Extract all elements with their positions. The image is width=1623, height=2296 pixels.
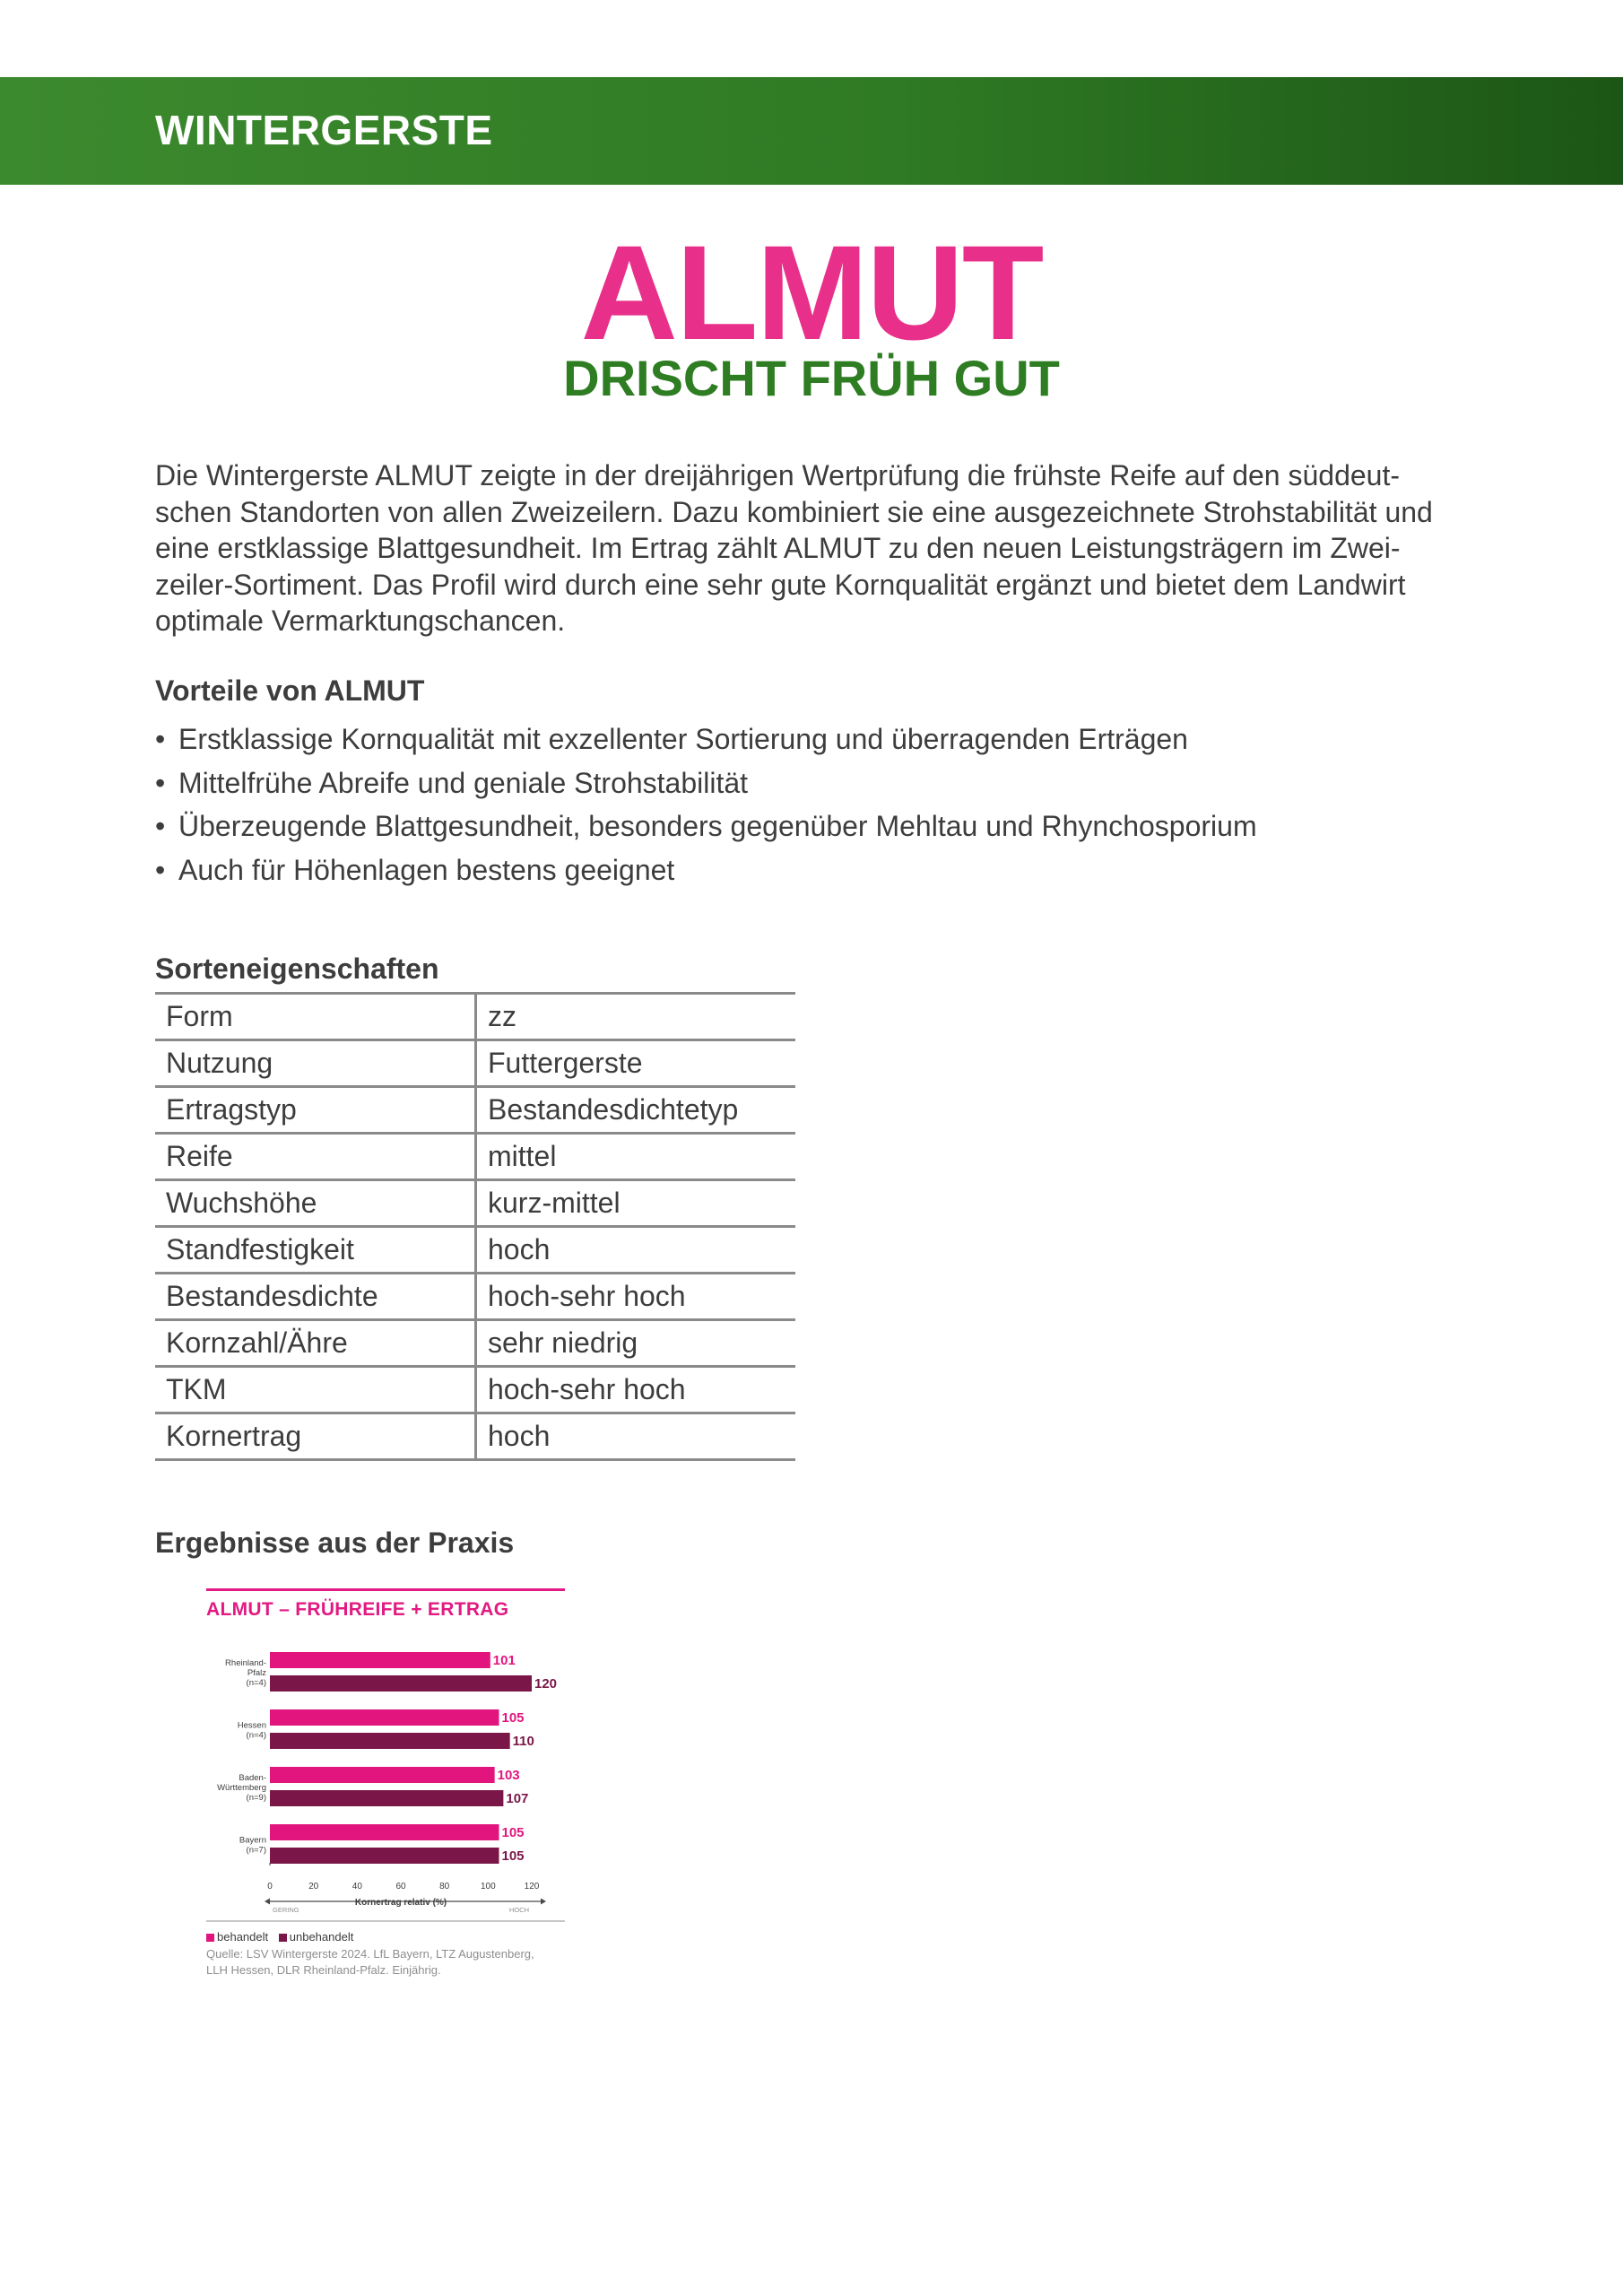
bar-unbehandelt xyxy=(270,1733,510,1749)
property-value: Bestandesdichtetyp xyxy=(476,1087,796,1134)
tick-label: 100 xyxy=(480,1882,496,1892)
category-label: Hessen xyxy=(237,1720,266,1731)
tick-label: 80 xyxy=(439,1882,450,1892)
property-name: Form xyxy=(155,994,476,1040)
property-value: hoch-sehr hoch xyxy=(476,1367,796,1413)
property-name: Ertragstyp xyxy=(155,1087,476,1134)
data-label: 101 xyxy=(492,1653,516,1668)
table-row xyxy=(155,1227,795,1274)
product-title: ALMUT xyxy=(580,217,1043,368)
property-value: hoch xyxy=(476,1413,796,1460)
bar-unbehandelt xyxy=(270,1790,503,1806)
intro-line: optimale Vermarktungschancen. xyxy=(155,604,566,637)
source-line: Quelle: LSV Wintergerste 2024. LfL Bayern, LTZ Augustenberg, xyxy=(206,1947,534,1961)
intro-paragraph xyxy=(155,457,1473,639)
bar-behandelt xyxy=(270,1824,499,1840)
advantages-list xyxy=(155,718,1257,891)
bullet: • xyxy=(155,766,166,799)
chart-title-rule xyxy=(206,1588,565,1591)
data-label: 120 xyxy=(534,1676,558,1692)
table-row xyxy=(155,1040,795,1087)
bar-chart xyxy=(197,1631,574,1926)
data-label: 105 xyxy=(501,1848,525,1864)
list-item: • Auch für Höhenlagen bestens geeignet xyxy=(155,848,1257,892)
property-value: hoch-sehr hoch xyxy=(476,1274,796,1320)
category-label: Baden- xyxy=(239,1773,266,1783)
chart-source xyxy=(206,1946,534,1979)
property-value: hoch xyxy=(476,1227,796,1274)
list-item: • Überzeugende Blattgesundheit, besonders gegenüber Mehltau und Rhynchosporium xyxy=(155,804,1257,848)
legend-swatch-unbehandelt xyxy=(279,1934,287,1942)
property-name: Standfestigkeit xyxy=(155,1227,476,1274)
axis-low-label: GERING xyxy=(273,1906,299,1914)
bar-unbehandelt xyxy=(270,1675,532,1692)
property-name: Wuchshöhe xyxy=(155,1180,476,1227)
intro-line: eine erstklassige Blattgesundheit. Im Ertrag zählt ALMUT zu den neuen Leistungsträgern im Zwei- xyxy=(155,532,1401,564)
bar-behandelt xyxy=(270,1709,499,1726)
property-name: Bestandesdichte xyxy=(155,1274,476,1320)
list-item: • Mittelfrühe Abreife und geniale Strohstabilität xyxy=(155,761,1257,805)
table-row xyxy=(155,1274,795,1320)
data-label: 103 xyxy=(497,1768,520,1783)
property-value: Futtergerste xyxy=(476,1040,796,1087)
bullet: • xyxy=(155,723,166,755)
axis-arrow-left xyxy=(265,1899,270,1905)
chart-legend xyxy=(206,1930,360,1944)
chart-title: ALMUT – FRÜHREIFE + ERTRAG xyxy=(206,1599,509,1620)
data-label: 110 xyxy=(512,1734,534,1749)
intro-line: schen Standorten von allen Zweizeilern. Dazu kombiniert sie eine ausgezeichnete Strohstabilität und xyxy=(155,495,1433,528)
property-name: TKM xyxy=(155,1367,476,1413)
axis-arrow-right xyxy=(541,1899,546,1905)
category-label: Rheinland- xyxy=(225,1658,266,1668)
properties-table xyxy=(155,992,795,1461)
data-label: 107 xyxy=(506,1791,529,1806)
bar-unbehandelt xyxy=(270,1848,499,1864)
table-row xyxy=(155,1134,795,1180)
category-label: (n=7) xyxy=(246,1845,266,1856)
property-value: mittel xyxy=(476,1134,796,1180)
category-label: Württemberg xyxy=(217,1783,266,1793)
table-row xyxy=(155,1413,795,1460)
category-label: WINTERGERSTE xyxy=(155,107,493,153)
intro-line: zeiler-Sortiment. Das Profil wird durch eine sehr gute Kornqualität ergänzt und bietet dem Landwirt xyxy=(155,568,1406,601)
data-label: 105 xyxy=(501,1710,525,1726)
category-label: Pfalz xyxy=(247,1668,266,1678)
results-heading: Ergebnisse aus der Praxis xyxy=(155,1526,515,1559)
table-row xyxy=(155,1180,795,1227)
advantages-heading: Vorteile von ALMUT xyxy=(155,674,425,707)
tick-label: 40 xyxy=(352,1882,362,1892)
property-name: Kornertrag xyxy=(155,1413,476,1460)
properties-heading: Sorteneigenschaften xyxy=(155,952,439,985)
bar-behandelt xyxy=(270,1767,495,1783)
bar-behandelt xyxy=(270,1652,490,1668)
source-line: LLH Hessen, DLR Rheinland-Pfalz. Einjährig. xyxy=(206,1963,441,1977)
bullet: • xyxy=(155,853,166,886)
property-value: zz xyxy=(476,994,796,1040)
property-value: sehr niedrig xyxy=(476,1320,796,1367)
legend-item: unbehandelt xyxy=(279,1930,354,1944)
tick-label: 0 xyxy=(267,1882,273,1892)
property-name: Nutzung xyxy=(155,1040,476,1087)
bullet: • xyxy=(155,810,166,842)
data-label: 105 xyxy=(501,1825,525,1840)
legend-item: behandelt xyxy=(206,1930,268,1944)
property-name: Reife xyxy=(155,1134,476,1180)
category-label: (n=4) xyxy=(246,1678,266,1688)
property-value: kurz-mittel xyxy=(476,1180,796,1227)
intro-line: Die Wintergerste ALMUT zeigte in der dreijährigen Wertprüfung die frühste Reife auf den süddeut- xyxy=(155,459,1400,491)
category-label: Bayern xyxy=(239,1835,266,1846)
property-name: Kornzahl/Ähre xyxy=(155,1320,476,1367)
tick-label: 120 xyxy=(524,1882,540,1892)
list-item: • Erstklassige Kornqualität mit exzellenter Sortierung und überragenden Erträgen xyxy=(155,718,1257,761)
tick-label: 60 xyxy=(395,1882,406,1892)
table-row xyxy=(155,1087,795,1134)
legend-swatch-behandelt xyxy=(206,1934,214,1942)
table-row xyxy=(155,1367,795,1413)
category-label: (n=9) xyxy=(246,1793,266,1803)
x-axis-label: Kornertrag relativ (%) xyxy=(354,1898,447,1908)
table-row xyxy=(155,994,795,1040)
axis-high-label: HOCH xyxy=(508,1906,529,1914)
table-row xyxy=(155,1320,795,1367)
tick-label: 20 xyxy=(308,1882,319,1892)
category-label: (n=4) xyxy=(246,1730,266,1741)
product-subtitle: DRISCHT FRÜH GUT xyxy=(563,350,1060,406)
